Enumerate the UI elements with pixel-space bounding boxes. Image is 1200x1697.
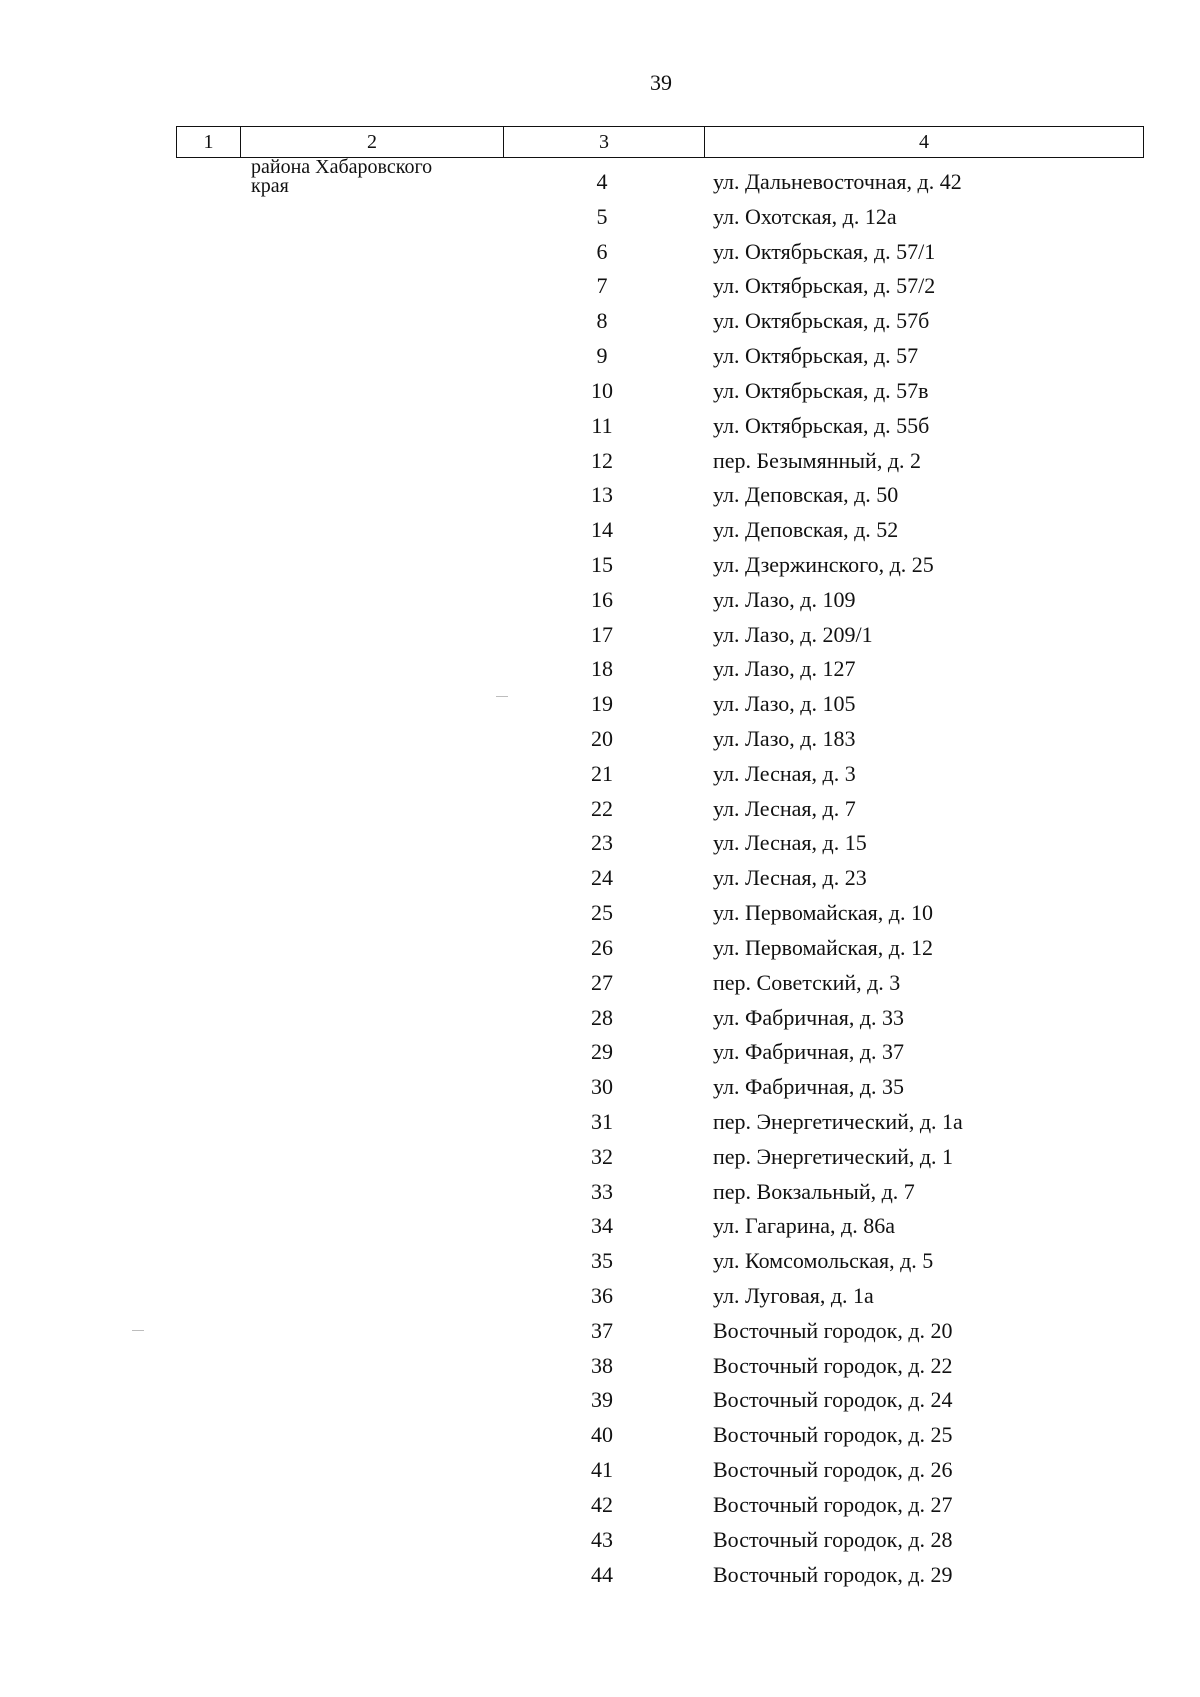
row-number: 29 — [591, 1039, 613, 1065]
row-number: 22 — [591, 795, 613, 821]
row-address: пер. Безымянный, д. 2 — [713, 447, 922, 473]
row-address: Восточный городок, д. 25 — [713, 1422, 953, 1448]
table-row — [0, 480, 1200, 515]
table-row — [0, 1525, 1200, 1560]
header-column-4: 4 — [704, 127, 1143, 157]
row-address: пер. Энергетический, д. 1 — [713, 1143, 954, 1169]
row-address: ул. Октябрьская, д. 57в — [713, 377, 929, 403]
row-address: пер. Вокзальный, д. 7 — [713, 1178, 915, 1204]
row-address: Восточный городок, д. 24 — [713, 1387, 953, 1413]
table-row — [0, 898, 1200, 933]
row-address: Восточный городок, д. 22 — [713, 1352, 953, 1378]
row-number: 28 — [591, 1004, 613, 1030]
row-address: ул. Октябрьская, д. 57 — [713, 343, 919, 369]
row-number: 6 — [596, 238, 608, 264]
header-column-3: 3 — [503, 127, 704, 157]
row-address: ул. Октябрьская, д. 57/1 — [713, 238, 936, 264]
address-list — [0, 167, 1200, 1594]
table-row — [0, 550, 1200, 585]
table-row — [0, 237, 1200, 272]
row-number: 8 — [596, 308, 608, 334]
region-line-2: края — [251, 175, 289, 197]
table-row — [0, 828, 1200, 863]
row-number: 23 — [591, 830, 613, 856]
table-row — [0, 271, 1200, 306]
row-number: 18 — [591, 656, 613, 682]
row-address: ул. Октябрьская, д. 57б — [713, 308, 930, 334]
row-address: ул. Лесная, д. 7 — [713, 795, 856, 821]
row-address: ул. Деповская, д. 52 — [713, 517, 899, 543]
table-row — [0, 1316, 1200, 1351]
row-number: 21 — [591, 760, 613, 786]
table-row — [0, 515, 1200, 550]
row-number: 32 — [591, 1143, 613, 1169]
page-number: 39 — [650, 70, 672, 95]
table-row — [0, 1142, 1200, 1177]
row-number: 42 — [591, 1491, 613, 1517]
row-address: Восточный городок, д. 26 — [713, 1457, 953, 1483]
table-row — [0, 1177, 1200, 1212]
header-column-2: 2 — [240, 127, 503, 157]
row-number: 12 — [591, 447, 613, 473]
row-number: 24 — [591, 865, 613, 891]
row-number: 10 — [591, 377, 613, 403]
row-address: ул. Лесная, д. 3 — [713, 760, 856, 786]
table-header — [176, 126, 1144, 158]
table-row — [0, 968, 1200, 1003]
row-number: 7 — [596, 273, 608, 299]
row-number: 35 — [591, 1248, 613, 1274]
region-line-1: района Хабаровского — [251, 156, 433, 178]
table-row — [0, 1455, 1200, 1490]
row-address: ул. Деповская, д. 50 — [713, 482, 899, 508]
table-row — [0, 1420, 1200, 1455]
table-row — [0, 863, 1200, 898]
row-number: 44 — [591, 1561, 613, 1587]
row-number: 20 — [591, 726, 613, 751]
row-address: ул. Лазо, д. 105 — [713, 691, 856, 717]
row-number: 40 — [591, 1422, 613, 1448]
row-address: ул. Луговая, д. 1а — [713, 1283, 874, 1308]
table-row — [0, 1246, 1200, 1281]
row-address: ул. Фабричная, д. 35 — [713, 1074, 905, 1100]
table-row — [0, 341, 1200, 376]
row-address: ул. Лесная, д. 23 — [713, 865, 867, 891]
row-number: 13 — [591, 482, 613, 508]
row-number: 39 — [591, 1387, 613, 1413]
row-address: Восточный городок, д. 29 — [713, 1561, 953, 1587]
table-row — [0, 167, 1200, 202]
row-number: 43 — [591, 1526, 613, 1552]
table-row — [0, 1560, 1200, 1595]
row-address: ул. Фабричная, д. 33 — [713, 1004, 905, 1030]
row-number: 33 — [591, 1178, 613, 1204]
row-number: 26 — [591, 934, 613, 960]
row-number: 30 — [591, 1074, 613, 1100]
row-number: 9 — [596, 343, 608, 369]
row-number: 25 — [591, 900, 613, 926]
row-address: ул. Комсомольская, д. 5 — [713, 1248, 934, 1274]
row-address: ул. Лазо, д. 209/1 — [713, 621, 873, 647]
row-address: ул. Лазо, д. 183 — [713, 726, 856, 751]
row-address: ул. Гагарина, д. 86а — [713, 1213, 896, 1239]
row-number: 16 — [591, 586, 613, 612]
row-address: пер. Советский, д. 3 — [713, 969, 901, 995]
row-number: 36 — [591, 1283, 613, 1308]
row-number: 38 — [591, 1352, 613, 1378]
table-row — [0, 933, 1200, 968]
row-address: ул. Октябрьская, д. 55б — [713, 412, 930, 438]
scan-speck — [132, 1330, 144, 1331]
table-row — [0, 1211, 1200, 1246]
table-row — [0, 1351, 1200, 1386]
row-address: ул. Первомайская, д. 12 — [713, 934, 933, 960]
row-address: ул. Октябрьская, д. 57/2 — [713, 273, 936, 299]
table-row — [0, 1490, 1200, 1525]
table-row — [0, 724, 1200, 759]
row-number: 34 — [591, 1213, 613, 1239]
table-row — [0, 759, 1200, 794]
row-number: 41 — [591, 1457, 613, 1483]
table-row — [0, 1385, 1200, 1420]
row-number: 4 — [596, 169, 608, 194]
row-address: Восточный городок, д. 28 — [713, 1526, 953, 1552]
row-number: 14 — [591, 517, 613, 543]
row-number: 27 — [591, 969, 613, 995]
row-number: 17 — [591, 621, 613, 647]
table-row — [0, 202, 1200, 237]
row-address: ул. Фабричная, д. 37 — [713, 1039, 905, 1065]
table-row — [0, 1037, 1200, 1072]
row-number: 31 — [591, 1108, 613, 1134]
row-address: ул. Лесная, д. 15 — [713, 830, 867, 856]
table-row — [0, 306, 1200, 341]
table-row — [0, 376, 1200, 411]
header-column-1: 1 — [203, 130, 214, 153]
row-address: пер. Энергетический, д. 1а — [713, 1108, 963, 1134]
row-address: ул. Первомайская, д. 10 — [713, 900, 933, 926]
table-row — [0, 1003, 1200, 1038]
row-number: 11 — [591, 412, 613, 438]
scan-speck — [496, 696, 508, 697]
row-address: ул. Дальневосточная, д. 42 — [713, 169, 962, 194]
table-row — [0, 1072, 1200, 1107]
row-number: 37 — [591, 1317, 613, 1343]
row-number: 19 — [591, 691, 613, 717]
table-row — [0, 654, 1200, 689]
row-address: ул. Дзержинского, д. 25 — [713, 551, 934, 577]
table-row — [0, 411, 1200, 446]
table-row — [0, 620, 1200, 655]
row-address: ул. Охотская, д. 12а — [713, 203, 897, 229]
table-row — [0, 585, 1200, 620]
table-row — [0, 446, 1200, 481]
row-number: 5 — [596, 203, 608, 229]
row-address: Восточный городок, д. 20 — [713, 1317, 953, 1343]
row-address: Восточный городок, д. 27 — [713, 1491, 953, 1517]
table-row — [0, 1281, 1200, 1316]
table-row — [0, 689, 1200, 724]
row-address: ул. Лазо, д. 109 — [713, 586, 856, 612]
table-row — [0, 1107, 1200, 1142]
row-address: ул. Лазо, д. 127 — [713, 656, 856, 682]
row-number: 15 — [591, 551, 613, 577]
table-row — [0, 794, 1200, 829]
